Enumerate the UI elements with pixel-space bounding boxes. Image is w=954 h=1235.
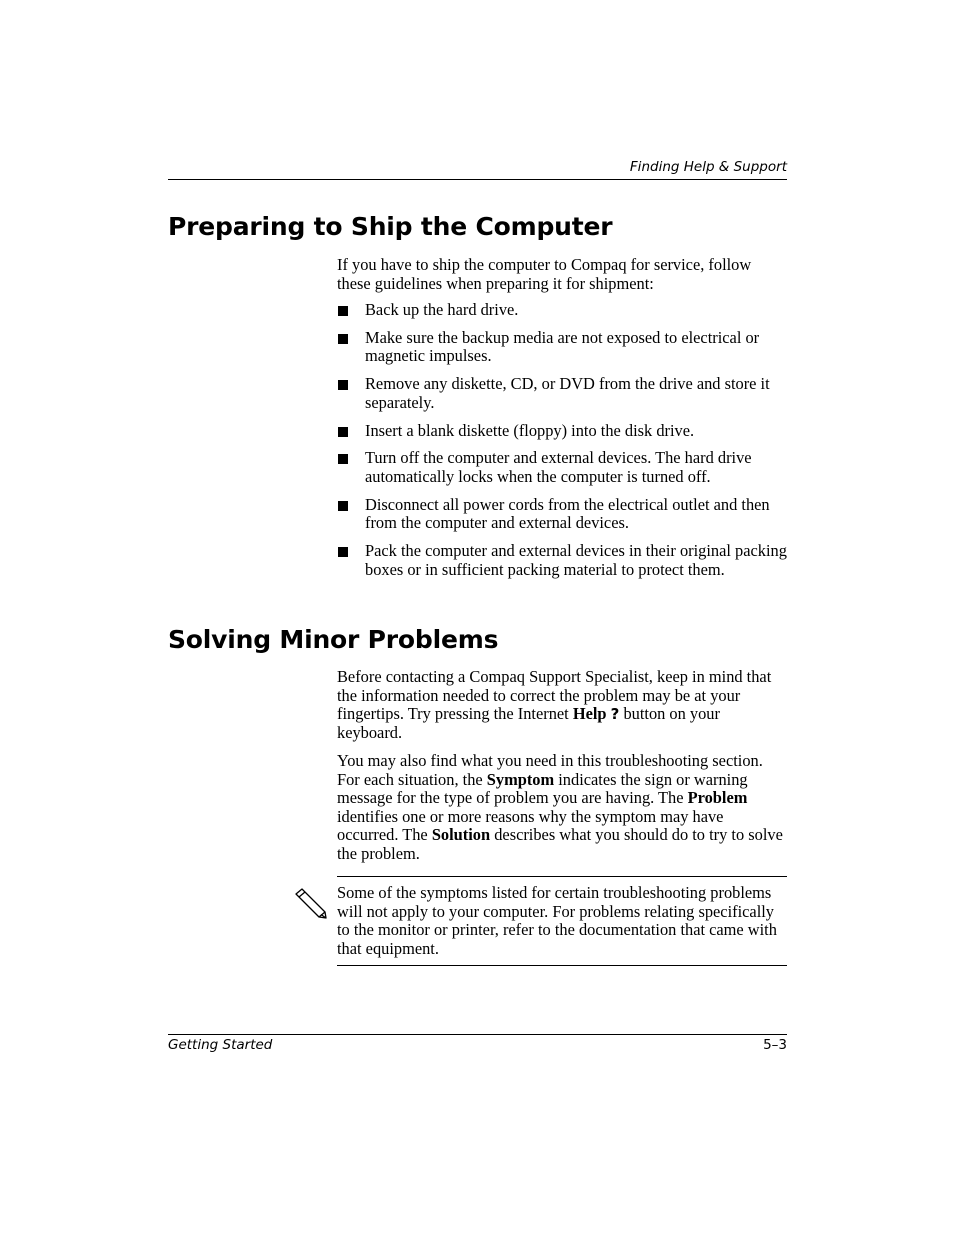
solution-term: Solution (431, 825, 491, 845)
help-key-icon: ? (610, 705, 620, 724)
footer-rule (168, 1034, 787, 1035)
square-bullet-icon (338, 454, 348, 464)
problem-term: Problem (687, 788, 748, 808)
solve-paragraph-1: Before contacting a Compaq Support Specialist, keep in mind that the information needed to correct the problem may be at your fingertips. Try pressing the Internet Help ? button on your keyboard. (337, 667, 772, 742)
note-rule-top (337, 876, 787, 877)
solve-paragraph-2: You may also find what you need in this troubleshooting section. For each situation, the Symptom indicates the sign or warning message for the type of problem you are having. The Problem identifies one or more reasons why the symptom may have occurred. The Solution describes what you should do to try to solve the problem. (337, 751, 783, 863)
note-text: Some of the symptoms listed for certain troubleshooting problems will not apply to your computer. For problems relating specifically to the monitor or printer, refer to the documentation that came with that equipment. (337, 883, 777, 958)
square-bullet-icon (338, 501, 348, 511)
square-bullet-icon (338, 306, 348, 316)
section-heading-solve: Solving Minor Problems (168, 625, 499, 654)
section-heading-ship: Preparing to Ship the Computer (168, 212, 613, 241)
ship-checklist (337, 301, 787, 588)
square-bullet-icon (338, 380, 348, 390)
square-bullet-icon (338, 334, 348, 344)
list-item: Pack the computer and external devices in their original packing boxes or in sufficient packing material to protect them. (337, 542, 787, 579)
note-rule-bottom (337, 965, 787, 966)
square-bullet-icon (338, 427, 348, 437)
running-header: Finding Help & Support (629, 159, 787, 175)
list-item: Make sure the backup media are not exposed to electrical or magnetic impulses. (337, 329, 787, 366)
symptom-term: Symptom (486, 769, 555, 789)
list-item: Remove any diskette, CD, or DVD from the drive and store it separately. (337, 375, 787, 412)
help-term: Help (572, 704, 607, 724)
list-item: Insert a blank diskette (floppy) into the disk drive. (337, 422, 787, 441)
footer-title: Getting Started (168, 1037, 273, 1053)
page-number: 5–3 (763, 1037, 787, 1053)
square-bullet-icon (338, 547, 348, 557)
ship-intro: If you have to ship the computer to Compaq for service, follow these guidelines when preparing it for shipment: (337, 255, 752, 293)
list-item: Turn off the computer and external devices. The hard drive automatically locks when the computer is turned off. (337, 449, 787, 486)
pencil-icon (292, 886, 328, 922)
header-rule (168, 179, 787, 180)
list-item: Back up the hard drive. (337, 301, 787, 320)
list-item: Disconnect all power cords from the electrical outlet and then from the computer and external devices. (337, 496, 787, 533)
